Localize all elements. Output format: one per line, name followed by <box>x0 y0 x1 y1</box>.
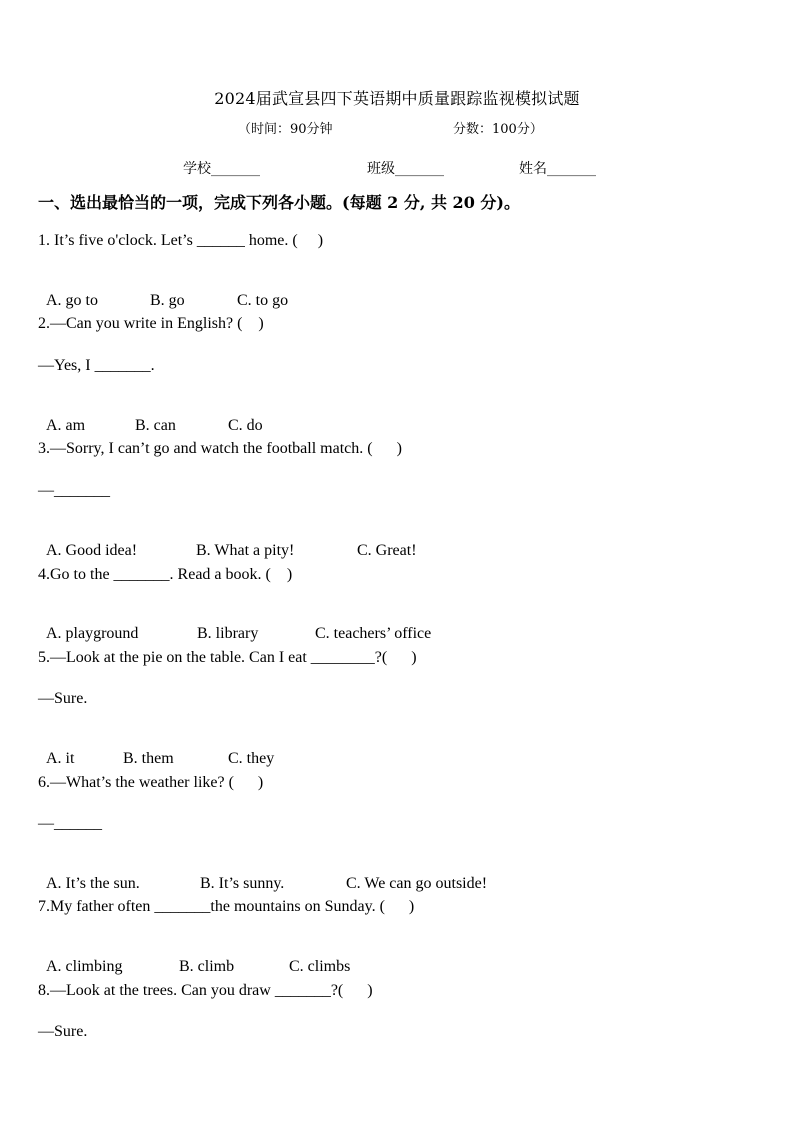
question-5-options <box>38 732 274 768</box>
total-score: 分数：100分） <box>453 122 543 137</box>
class-field: 班级_______ <box>367 161 444 177</box>
option-a: A. it <box>46 750 75 767</box>
question-1-stem: 1. It’s five o'clock. Let’s ______ home. ( ) <box>38 232 324 249</box>
section-heading: 一、选出最恰当的一项，完成下列各小题。(每题 2 分, 共 20 分)。 <box>38 193 520 212</box>
question-7-stem: 7.My father often _______the mountains on Sunday. ( ) <box>38 898 415 915</box>
option-c: C. Great! <box>357 542 417 559</box>
question-4-stem: 4.Go to the _______. Read a book. ( ) <box>38 566 293 583</box>
question-8-stem: 8.—Look at the trees. Can you draw _______?( ) <box>38 982 373 999</box>
question-2-options <box>38 399 263 435</box>
exam-title: 2024届武宣县四下英语期中质量跟踪监视模拟试题 <box>214 89 580 108</box>
option-c: C. teachers’ office <box>315 625 432 642</box>
option-c: C. climbs <box>289 958 351 975</box>
question-3-stem: 3.—Sorry, I can’t go and watch the football match. ( ) <box>38 440 402 457</box>
question-6-reply: —______ <box>38 815 102 832</box>
school-field: 学校_______ <box>183 161 260 177</box>
option-c: C. We can go outside! <box>346 875 488 892</box>
option-b: B. What a pity! <box>196 542 295 559</box>
question-2-stem: 2.—Can you write in English? ( ) <box>38 315 264 332</box>
name-field: 姓名_______ <box>519 161 596 177</box>
question-2-reply: —Yes, I _______. <box>38 357 155 374</box>
question-5-stem: 5.—Look at the pie on the table. Can I eat ________?( ) <box>38 649 417 666</box>
question-3-options <box>38 524 417 560</box>
option-c: C. do <box>228 417 263 434</box>
option-b: B. climb <box>179 958 235 975</box>
option-a: A. It’s the sun. <box>46 875 140 892</box>
question-8-reply: —Sure. <box>38 1023 88 1040</box>
option-b: B. can <box>135 417 176 434</box>
time-limit: （时间：90分钟 <box>238 122 333 137</box>
question-6-stem: 6.—What’s the weather like? ( ) <box>38 774 264 791</box>
option-a: A. playground <box>46 625 139 642</box>
option-c: C. to go <box>237 292 289 309</box>
question-5-reply: —Sure. <box>38 690 88 707</box>
question-7-options <box>38 940 350 976</box>
question-6-options <box>38 857 487 893</box>
option-a: A. Good idea! <box>46 542 138 559</box>
question-3-reply: —_______ <box>38 482 110 499</box>
option-b: B. go <box>150 292 185 309</box>
option-a: A. go to <box>46 292 98 309</box>
option-b: B. library <box>197 625 259 642</box>
option-a: A. am <box>46 417 86 434</box>
option-b: B. It’s sunny. <box>200 875 285 892</box>
question-1-options <box>38 274 288 310</box>
question-4-options <box>38 607 431 643</box>
option-c: C. they <box>228 750 275 767</box>
option-a: A. climbing <box>46 958 123 975</box>
option-b: B. them <box>123 750 174 767</box>
